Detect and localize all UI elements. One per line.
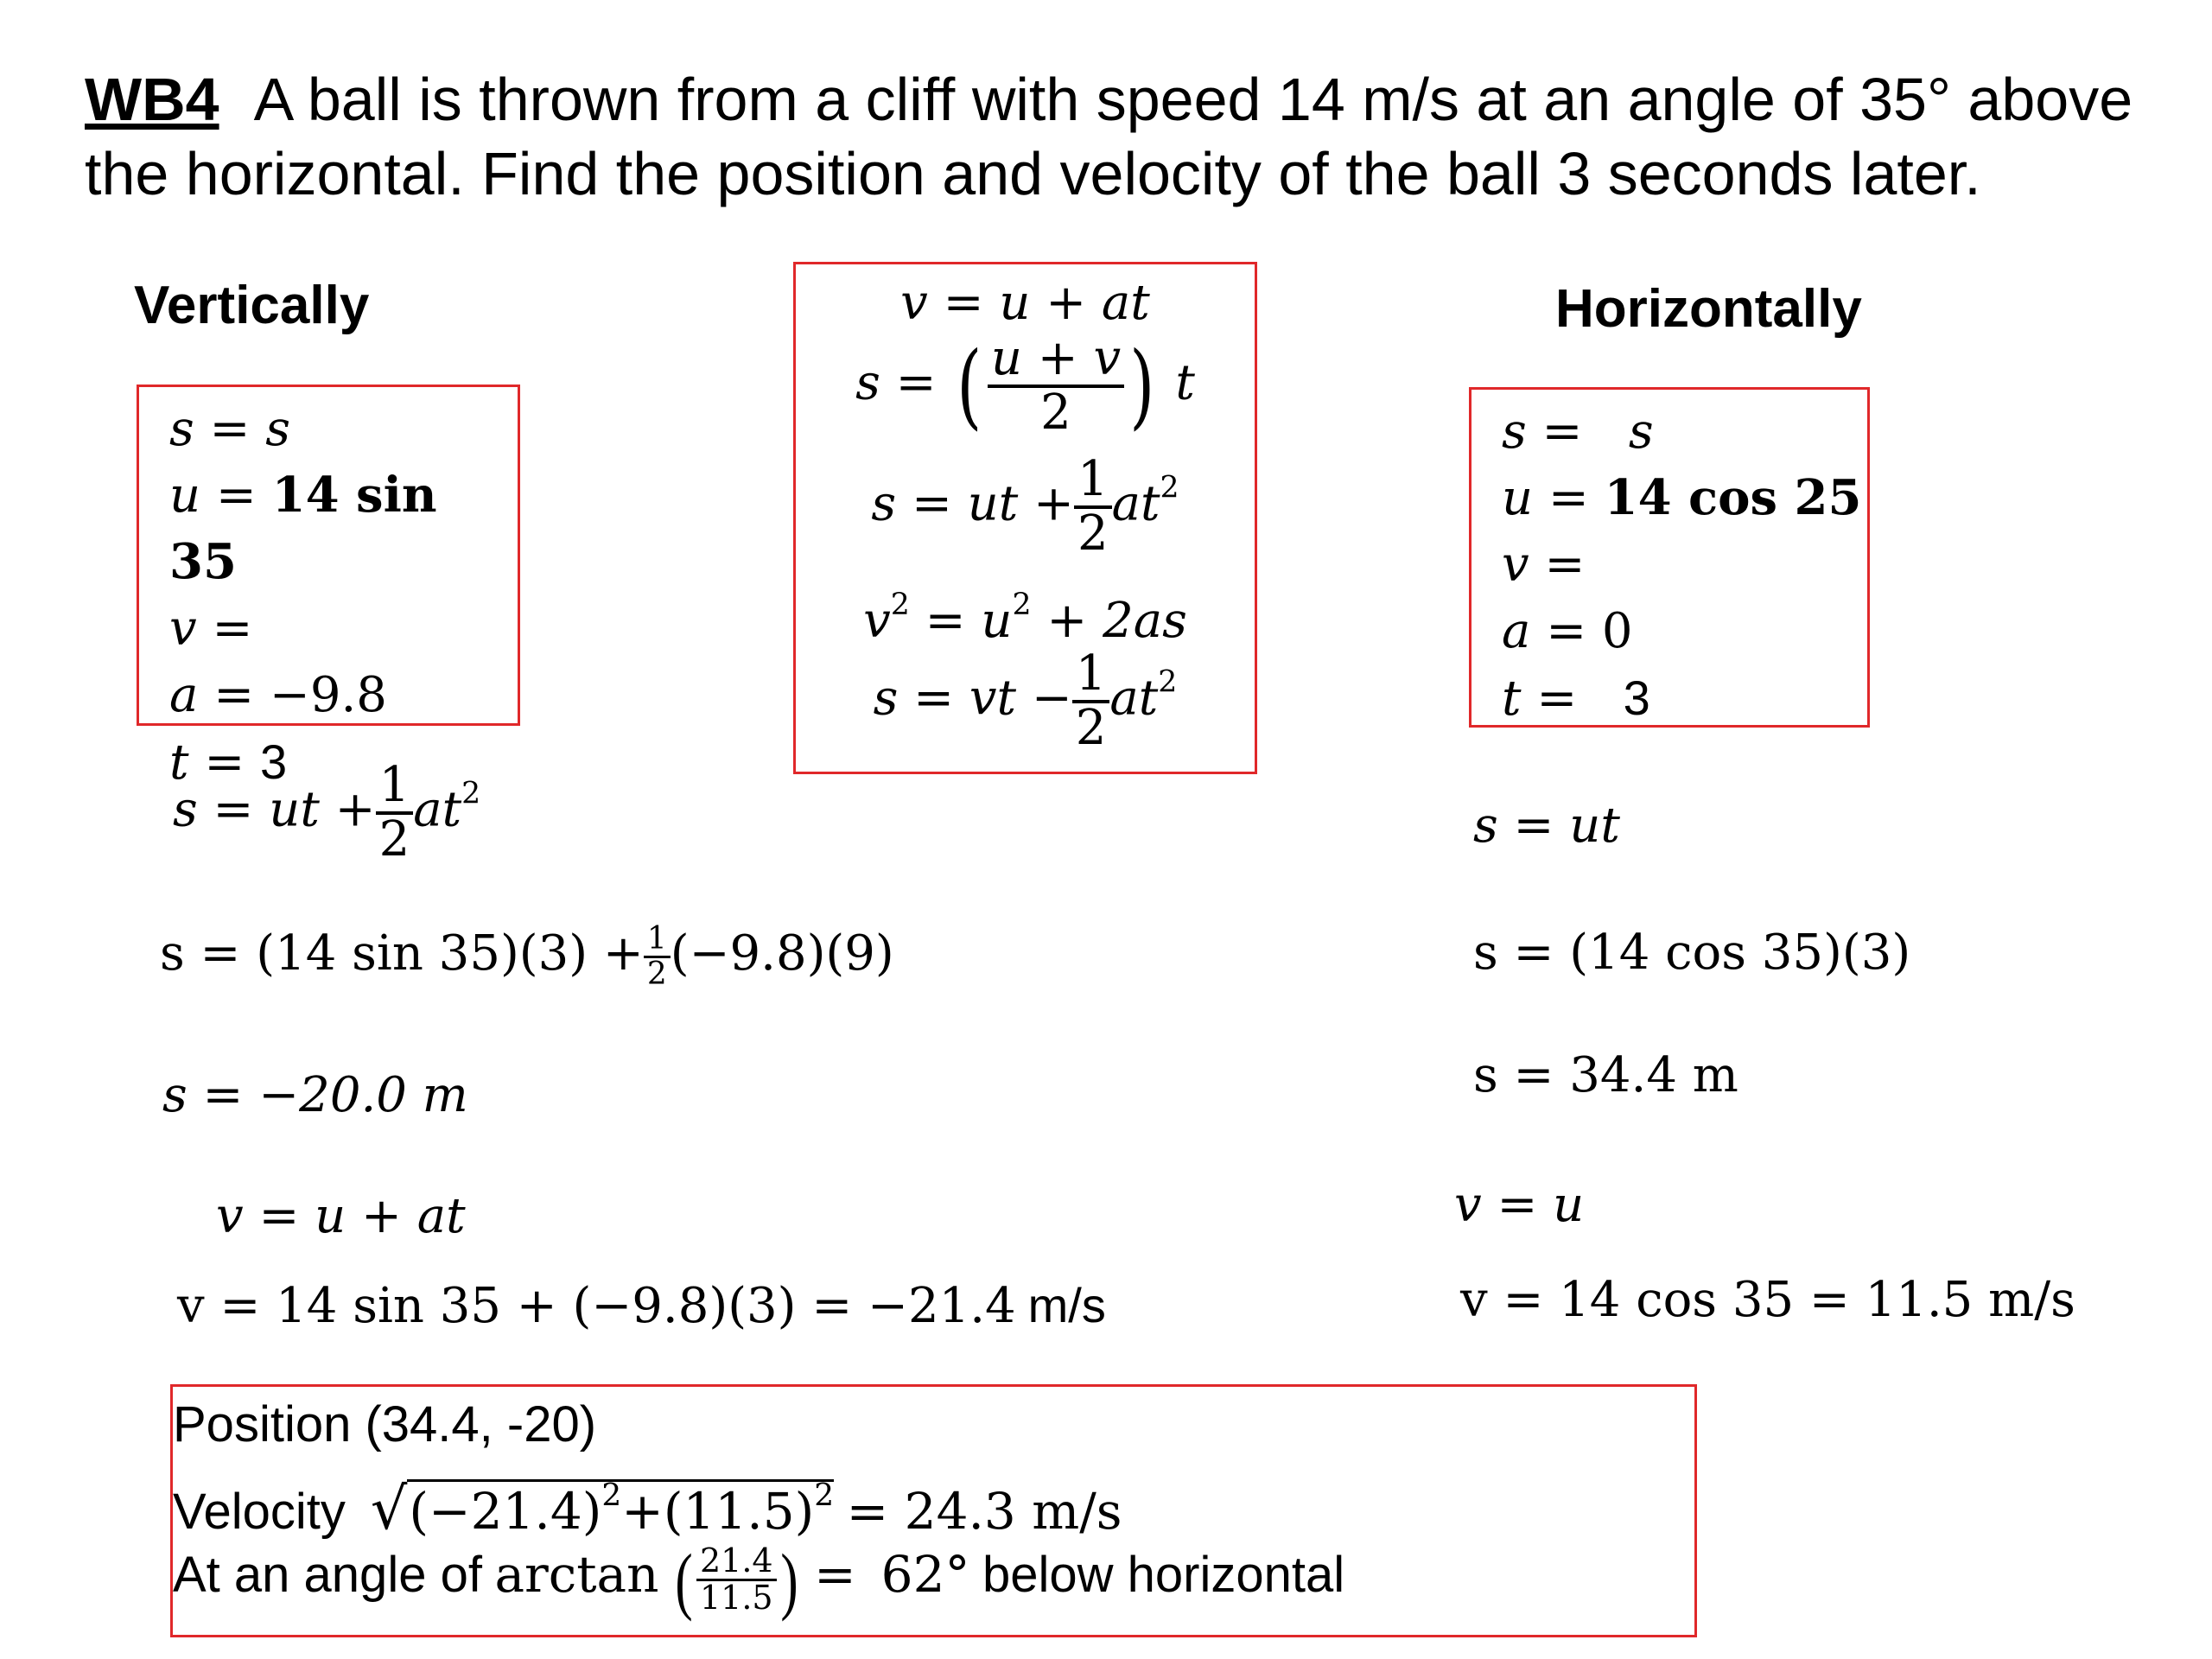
formula-s-average: s = ( $\frac{u + v}{2}$ ) t	[855, 330, 1195, 441]
horizontal-a-row: a = 0	[1502, 603, 1633, 659]
horizontal-eq-velocity: v = u	[1454, 1177, 1585, 1233]
horizontal-s-row: s = s	[1502, 404, 1654, 460]
vertical-a-row: a = −9.8	[169, 667, 387, 723]
problem-text-1: A ball is thrown from a cliff with speed 14 m/s at an angle of 35° above	[253, 66, 2133, 133]
formula-s-vt-half-at2: s = vt − $\frac{1}{2}$ $at^2$	[873, 645, 1178, 756]
vertical-suvat-box	[137, 385, 520, 791]
problem-line-1	[85, 62, 2133, 137]
result-velocity: Velocity $√(-21.4)^2+(11.5)^2 = 24.3$ m/s	[173, 1475, 1122, 1542]
vertical-eq-suvat: s = ut + $\frac{1}{2}$ $at^2$	[173, 757, 481, 868]
horizontal-eq-substituted: s = (14 cos 35)(3)	[1473, 925, 1911, 981]
vertical-heading: Vertically	[134, 276, 370, 335]
vertical-t-row: t = 3	[169, 734, 288, 791]
result-angle: At an angle of arctan ( $\frac{21.4}{11.5}$ ) = 62° below horizontal	[173, 1538, 1345, 1622]
problem-statement	[85, 62, 2133, 211]
horizontal-eq-suvat: s = ut	[1473, 798, 1620, 854]
formula-v2-u2-2as: $v^2 = u^2 + 2as$	[863, 587, 1187, 649]
horizontal-u-row: u = 14 cos 25	[1502, 469, 1862, 526]
horizontal-displacement-result: s = 34.4 m	[1473, 1047, 1738, 1103]
vertical-u-row: u = 14 sin 35	[169, 467, 437, 590]
vertical-displacement-result: s = −20.0 m	[162, 1067, 468, 1123]
problem-line-2: the horizontal. Find the position and velocity of the ball 3 seconds later.	[85, 140, 1981, 207]
suvat-formula-box	[793, 262, 1257, 774]
problem-tag: WB4	[85, 66, 219, 133]
vertical-v-row: v =	[169, 601, 253, 657]
horizontal-t-row: t = 3	[1502, 671, 1650, 727]
horizontal-suvat-box	[1469, 387, 1870, 728]
formula-s-ut-half-at2: s = ut + $\frac{1}{2}$ $at^2$	[871, 451, 1179, 562]
vertical-s-row: s = s	[169, 401, 291, 457]
horizontal-v-row: v =	[1502, 537, 1586, 593]
vertical-eq-velocity: v = u + at	[216, 1188, 466, 1244]
vertical-velocity-result: v = 14 sin 35 + (−9.8)(3) = −21.4 m/s	[177, 1278, 1106, 1334]
horizontal-heading: Horizontally	[1555, 279, 1862, 339]
formula-v-u-at: v = u + at	[900, 275, 1150, 331]
result-box	[170, 1384, 1697, 1637]
result-position: Position (34.4, -20)	[173, 1396, 597, 1452]
vertical-eq-substituted: s = (14 sin 35)(3) + $\frac{1}{2}$ (−9.8)(9)	[160, 921, 894, 992]
horizontal-velocity-result: v = 14 cos 35 = 11.5 m/s	[1460, 1272, 2075, 1328]
